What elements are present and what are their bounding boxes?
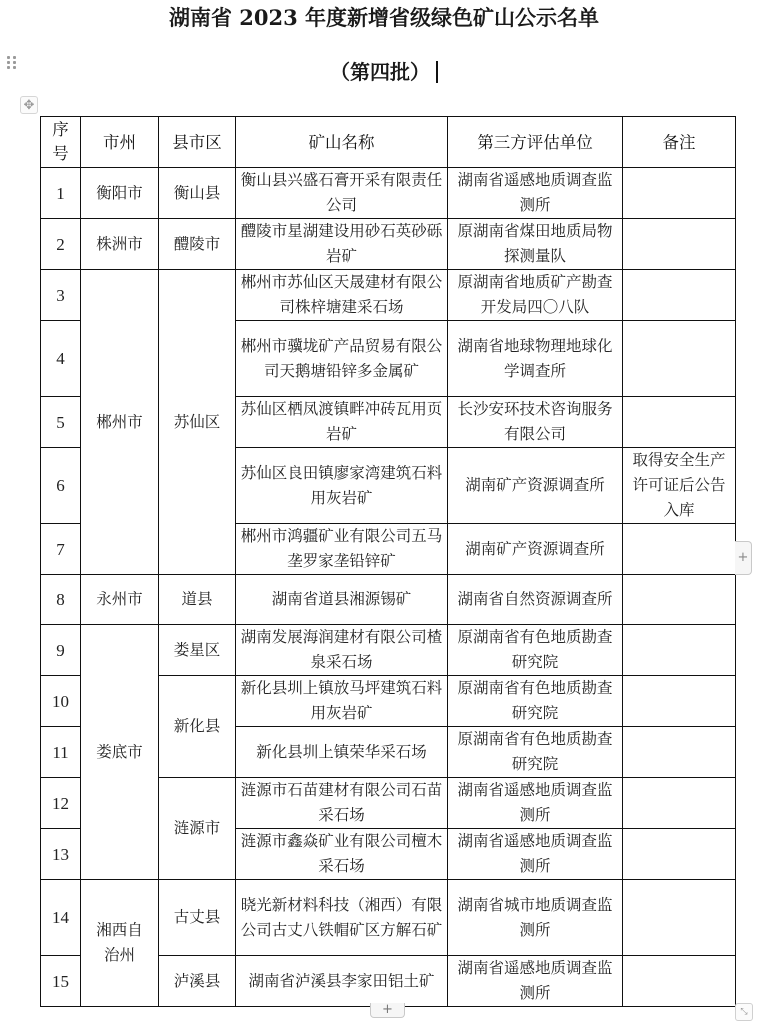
cell-city[interactable]: 娄底市: [81, 625, 159, 880]
cell-county[interactable]: 泸溪县: [159, 956, 236, 1007]
cell-mine-name[interactable]: 涟源市鑫焱矿业有限公司檀木采石场: [236, 829, 448, 880]
cell-seq[interactable]: 14: [41, 880, 81, 956]
cell-mine-name[interactable]: 晓光新材料科技（湘西）有限公司古丈八铁帽矿区方解石矿: [236, 880, 448, 956]
cell-seq[interactable]: 9: [41, 625, 81, 676]
cell-mine-name[interactable]: 郴州市苏仙区天晟建材有限公司株梓塘建采石场: [236, 270, 448, 321]
table-row: [41, 880, 736, 956]
document-title: 湖南省 2023 年度新增省级绿色矿山公示名单: [168, 5, 600, 30]
cell-city[interactable]: 湘西自治州: [81, 880, 159, 1007]
cell-remarks[interactable]: [623, 168, 736, 219]
cell-city[interactable]: 衡阳市: [81, 168, 159, 219]
cell-county[interactable]: 醴陵市: [159, 219, 236, 270]
cell-county[interactable]: 苏仙区: [159, 270, 236, 575]
move-arrows-icon[interactable]: ✥: [20, 96, 38, 114]
cell-remarks[interactable]: [623, 676, 736, 727]
cell-seq[interactable]: 11: [41, 727, 81, 778]
drag-dots-icon[interactable]: [7, 56, 17, 70]
cell-evaluator[interactable]: 原湖南省有色地质勘查研究院: [448, 625, 623, 676]
cell-seq[interactable]: 1: [41, 168, 81, 219]
cell-seq[interactable]: 12: [41, 778, 81, 829]
cell-remarks[interactable]: [623, 778, 736, 829]
cell-remarks[interactable]: 取得安全生产许可证后公告入库: [623, 448, 736, 524]
cell-mine-name[interactable]: 新化县圳上镇放马坪建筑石料用灰岩矿: [236, 676, 448, 727]
cell-remarks[interactable]: [623, 270, 736, 321]
table-row: [41, 270, 736, 321]
cell-seq[interactable]: 7: [41, 524, 81, 575]
cell-mine-name[interactable]: 新化县圳上镇荣华采石场: [236, 727, 448, 778]
cell-seq[interactable]: 15: [41, 956, 81, 1007]
cell-evaluator[interactable]: 湖南省地球物理地球化学调查所: [448, 321, 623, 397]
cell-evaluator[interactable]: 湖南省自然资源调查所: [448, 575, 623, 625]
cell-mine-name[interactable]: 衡山县兴盛石膏开采有限责任公司: [236, 168, 448, 219]
header-mine-name: 矿山名称: [236, 117, 448, 168]
cell-county[interactable]: 古丈县: [159, 880, 236, 956]
cell-county[interactable]: 娄星区: [159, 625, 236, 676]
cell-evaluator[interactable]: 湖南省城市地质调查监测所: [448, 880, 623, 956]
cell-evaluator[interactable]: 湖南省遥感地质调查监测所: [448, 778, 623, 829]
table-row: [41, 219, 736, 270]
cell-evaluator[interactable]: 湖南省遥感地质调查监测所: [448, 168, 623, 219]
cell-mine-name[interactable]: 涟源市石苗建材有限公司石苗采石场: [236, 778, 448, 829]
cell-remarks[interactable]: [623, 880, 736, 956]
cell-seq[interactable]: 8: [41, 575, 81, 625]
cell-remarks[interactable]: [623, 956, 736, 1007]
cell-evaluator[interactable]: 原湖南省煤田地质局物探测量队: [448, 219, 623, 270]
header-city: 市州: [81, 117, 159, 168]
cell-seq[interactable]: 10: [41, 676, 81, 727]
cell-evaluator[interactable]: 原湖南省有色地质勘查研究院: [448, 727, 623, 778]
cell-remarks[interactable]: [623, 219, 736, 270]
header-remarks: 备注: [623, 117, 736, 168]
cell-mine-name[interactable]: 苏仙区栖凤渡镇畔冲砖瓦用页岩矿: [236, 397, 448, 448]
cell-seq[interactable]: 6: [41, 448, 81, 524]
cell-remarks[interactable]: [623, 397, 736, 448]
cell-evaluator[interactable]: 长沙安环技术咨询服务有限公司: [448, 397, 623, 448]
cell-evaluator[interactable]: 原湖南省有色地质勘查研究院: [448, 676, 623, 727]
add-row-button[interactable]: +: [370, 1003, 405, 1018]
table-header-row: [41, 117, 736, 168]
cell-evaluator[interactable]: 湖南矿产资源调查所: [448, 524, 623, 575]
cell-seq[interactable]: 2: [41, 219, 81, 270]
cell-evaluator[interactable]: 湖南省遥感地质调查监测所: [448, 829, 623, 880]
cell-mine-name[interactable]: 醴陵市星湖建设用砂石英砂砾岩矿: [236, 219, 448, 270]
cell-county[interactable]: 涟源市: [159, 778, 236, 880]
table-row: [41, 575, 736, 625]
cell-remarks[interactable]: [623, 727, 736, 778]
document-subtitle[interactable]: [0, 58, 768, 86]
cell-county[interactable]: 新化县: [159, 676, 236, 778]
cell-evaluator[interactable]: 原湖南省地质矿产勘查开发局四〇八队: [448, 270, 623, 321]
cell-city[interactable]: 株洲市: [81, 219, 159, 270]
cell-county[interactable]: 道县: [159, 575, 236, 625]
subtitle-text: （第四批）: [330, 60, 430, 84]
cell-mine-name[interactable]: 郴州市骥垅矿产品贸易有限公司天鹅塘铅锌多金属矿: [236, 321, 448, 397]
cell-mine-name[interactable]: 湖南省道县湘源锡矿: [236, 575, 448, 625]
cell-remarks[interactable]: [623, 524, 736, 575]
cell-county[interactable]: 衡山县: [159, 168, 236, 219]
add-column-button[interactable]: +: [735, 541, 752, 575]
cell-seq[interactable]: 13: [41, 829, 81, 880]
table-row: [41, 168, 736, 219]
green-mine-table: [40, 116, 736, 1007]
cell-seq[interactable]: 3: [41, 270, 81, 321]
text-cursor: [436, 61, 438, 83]
cell-mine-name[interactable]: 湖南省泸溪县李家田铝土矿: [236, 956, 448, 1007]
cell-remarks[interactable]: [623, 321, 736, 397]
cell-remarks[interactable]: [623, 829, 736, 880]
cell-remarks[interactable]: [623, 625, 736, 676]
cell-mine-name[interactable]: 郴州市鸿疆矿业有限公司五马垄罗家垄铅锌矿: [236, 524, 448, 575]
header-seq: 序号: [41, 117, 81, 168]
cell-city[interactable]: 永州市: [81, 575, 159, 625]
resize-handle-icon[interactable]: ⤡: [735, 1003, 753, 1021]
cell-evaluator[interactable]: 湖南矿产资源调查所: [448, 448, 623, 524]
header-county: 县市区: [159, 117, 236, 168]
cell-remarks[interactable]: [623, 575, 736, 625]
cell-seq[interactable]: 4: [41, 321, 81, 397]
cell-mine-name[interactable]: 苏仙区良田镇廖家湾建筑石料用灰岩矿: [236, 448, 448, 524]
table-row: [41, 625, 736, 676]
cell-evaluator[interactable]: 湖南省遥感地质调查监测所: [448, 956, 623, 1007]
header-evaluator: 第三方评估单位: [448, 117, 623, 168]
cell-city[interactable]: 郴州市: [81, 270, 159, 575]
cell-mine-name[interactable]: 湖南发展海润建材有限公司楂泉采石场: [236, 625, 448, 676]
cell-seq[interactable]: 5: [41, 397, 81, 448]
